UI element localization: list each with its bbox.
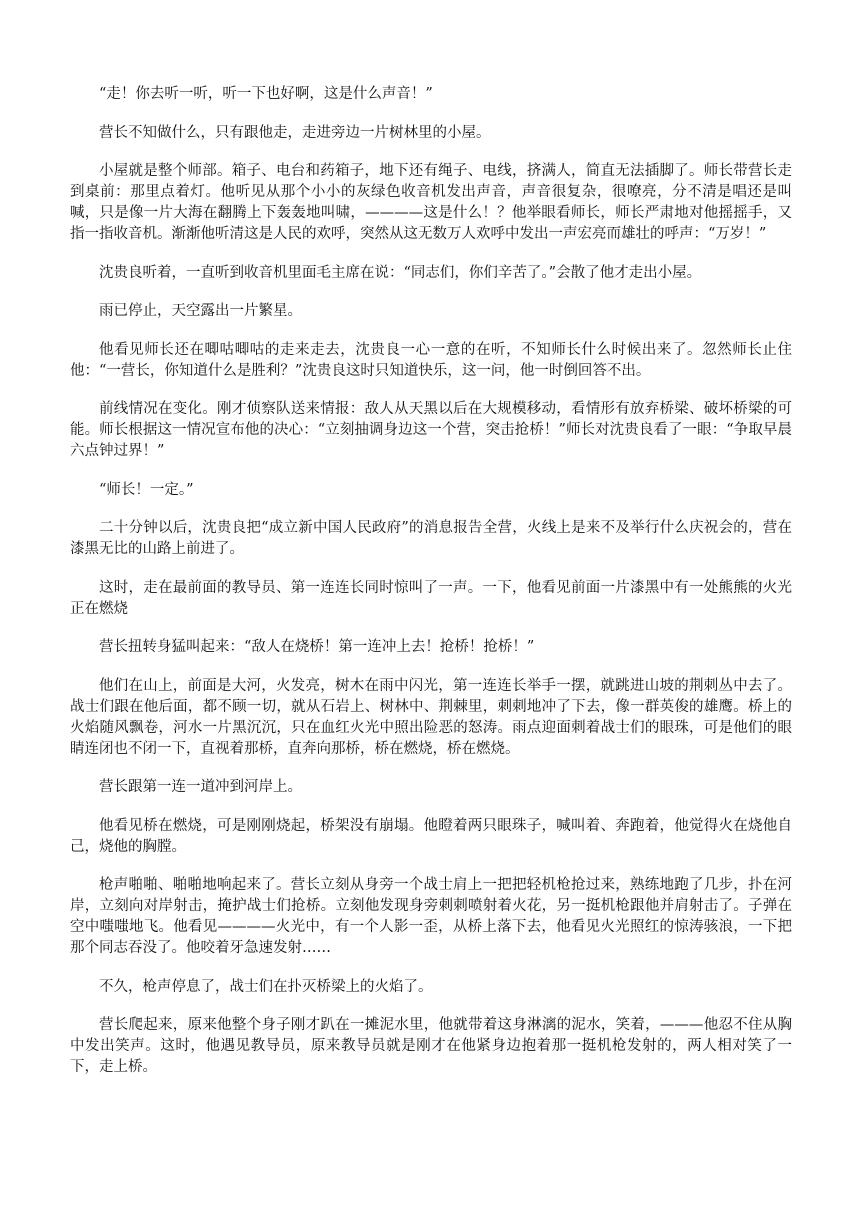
paragraph-16: 不久，枪声停息了，战士们在扑灭桥梁上的火焰了。: [99, 978, 433, 995]
paragraph-3: 小屋就是整个师部。箱子、电台和药箱子，地下还有绳子、电线，挤满人，简直无法插脚了。师长带营长走到桌前：那里点着灯。他听见从那个小小的灰绿色收音机发出声音，声音很复杂，很嘹亮，分不清是唱还是叫喊，只是像一片大海在翻腾上下轰轰地叫啸，————这是什么！？他举眼看师长，师长严肃地对他摇摇手，又指一指收音机。渐渐他听清这是人民的欢呼，突然从这无数万人欢呼中发出一声宏亮而雄壮的呼声：“万岁！”: [70, 163, 792, 242]
paragraph-6: 他看见师长还在唧咕唧咕的走来走去，沈贵良一心一意的在听，不知师长什么时候出来了。忽然师长止住他：“一营长，你知道什么是胜利？”沈贵良这时只知道快乐，这一问，他一时倒回答不出。: [70, 341, 792, 379]
paragraph-11: 营长扭转身猛叫起来：“敌人在烧桥！第一连冲上去！抢桥！抢桥！”: [99, 639, 535, 655]
paragraph-7: 前线情况在变化。刚才侦察队送来情报：敌人从天黑以后在大规模移动，看情形有放弃桥梁、破坏桥梁的可能。师长根据这一情况宣布他的决心：“立刻抽调身边这一个营，突击抢桥！”师长对沈贵良看了一眼：“争取早晨六点钟过界！”: [70, 401, 792, 459]
paragraph-5: 雨已停止，天空露出一片繁星。: [99, 303, 302, 319]
document-page: [70, 84, 792, 1096]
paragraph-10: 这时，走在最前面的教导员、第一连连长同时惊叫了一声。一下，他看见前面一片漆黑中有一处熊熊的火光正在燃烧: [70, 579, 792, 617]
paragraph-1: “走！你去听一听，听一下也好啊，这是什么声音！”: [99, 86, 433, 102]
paragraph-15: 枪声啪啪、啪啪地响起来了。营长立刻从身旁一个战士肩上一把把轻机枪抢过来，熟练地跑了几步，扑在河岸，立刻向对岸射击，掩护战士们抢桥。立刻他发现身旁刺刺喷射着火花，另一挺机枪跟他并肩射击了。子弹在空中嗤嗤地飞。他看见————火光中，有一个人影一歪，从桥上落下去，他看见火光照红的惊涛骇浪，一下把那个同志吞没了。他咬着牙急速发射……: [70, 877, 792, 956]
paragraph-2: 营长不知做什么，只有跟他走，走进旁边一片树林里的小屋。: [99, 124, 491, 141]
paragraph-13: 营长跟第一连一道冲到河岸上。: [99, 779, 302, 795]
paragraph-4: 沈贵良听着，一直听到收音机里面毛主席在说：“同志们，你们辛苦了。”会散了他才走出小屋。: [99, 264, 702, 281]
paragraph-12: 他们在山上，前面是大河，火发亮，树木在雨中闪光，第一连连长举手一摆，就跳进山坡的荆刺丛中去了。战士们跟在他后面，都不顾一切，就从石岩上、树林中、荆棘里，刺刺地冲了下去，像一群英俊的雄鹰。桥上的火焰随风飘卷，河水一片黑沉沉，只在血红火光中照出险恶的怒涛。雨点迎面刺着战士们的眼珠，可是他们的眼睛连闭也不闭一下，直视着那桥，直奔向那桥，桥在燃烧，桥在燃烧。: [70, 677, 792, 757]
paragraph-9: 二十分钟以后，沈贵良把“成立新中国人民政府”的消息报告全营，火线上是来不及举行什么庆祝会的，营在漆黑无比的山路上前进了。: [70, 520, 792, 557]
paragraph-17: 营长爬起来，原来他整个身子刚才趴在一摊泥水里，他就带着这身淋漓的泥水，笑着，———他忍不住从胸中发出笑声。这时，他遇见教导员，原来教导员就是刚才在他紧身边抱着那一挺机枪发射的，两人相对笑了一下，走上桥。: [70, 1017, 792, 1075]
paragraph-8: “师长！一定。”: [99, 481, 194, 498]
paragraph-14: 他看见桥在燃烧，可是刚刚烧起，桥架没有崩塌。他瞪着两只眼珠子，喊叫着、奔跑着，他觉得火在烧他自己，烧他的胸膛。: [70, 817, 792, 855]
